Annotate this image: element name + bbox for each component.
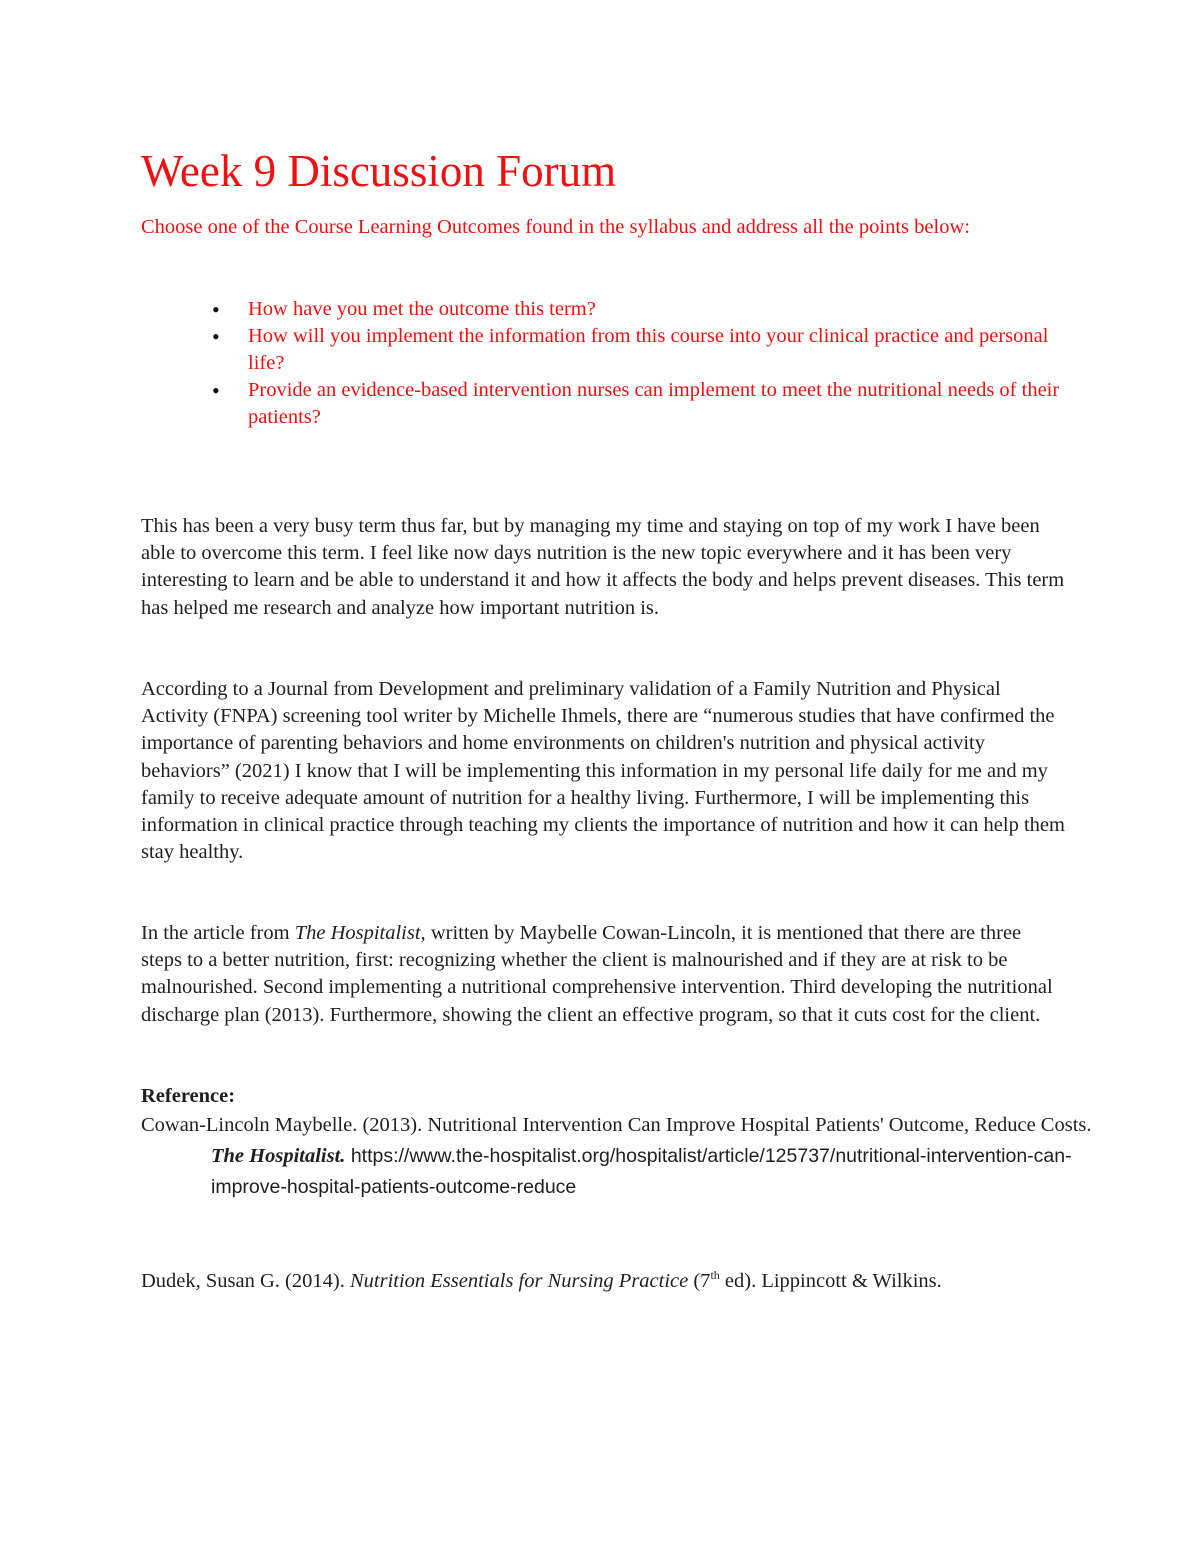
reference-publisher: ed). Lippincott & Wilkins.: [719, 1270, 942, 1292]
bullet-dot-icon: •: [212, 297, 220, 322]
bullet-dot-icon: •: [212, 324, 220, 349]
page-title: Week 9 Discussion Forum: [141, 146, 617, 196]
list-item: [141, 377, 1061, 431]
publication-title: The Hospitalist,: [294, 922, 426, 944]
reference-url: https://www.the-hospitalist.org/hospitalist/article/125737/nutritional-intervention-can-improve-hospital-patients-outcome-reduce: [211, 1145, 1072, 1198]
reference-entry-2: [141, 1266, 1111, 1297]
paragraph-text: written by Maybelle Cowan-Lincoln, it is mentioned that there are three steps to a better nutrition, first: recognizing whether the client is malnourished and if they are at risk to be malnourished. Second implementing a nutritional comprehensive intervention. Third developing the nutritional discharge plan (2013). Furthermore, showing the client an effective program, so that it cuts cost for the client.: [141, 922, 1053, 1026]
bullet-text: How will you implement the information from this course into your clinical practice and personal life?: [248, 325, 1049, 374]
reference-edition-suffix: th: [710, 1268, 720, 1283]
body-paragraph-1: This has been a very busy term thus far, but by managing my time and staying on top of my work I have been able to overcome this term. I feel like now days nutrition is the new topic everywhere and it has been very interesting to learn and be able to understand it and how it affects the body and helps prevent diseases. This term has helped me research and analyze how important nutrition is.: [141, 515, 1065, 619]
bullet-text: Provide an evidence-based intervention nurses can implement to meet the nutritional needs of their patients?: [248, 379, 1060, 428]
prompt-bullet-list: [141, 296, 1061, 431]
reference-entry-1: [141, 1110, 1111, 1203]
body-paragraph-3: [141, 920, 1066, 1029]
prompt-text: Choose one of the Course Learning Outcomes found in the syllabus and address all the points below:: [141, 216, 970, 238]
reference-edition: (7: [688, 1270, 711, 1292]
reference-authors: Dudek, Susan G. (2014).: [141, 1270, 350, 1292]
list-item: [141, 296, 1061, 323]
bullet-text: How have you met the outcome this term?: [248, 298, 596, 320]
reference-journal: The Hospitalist.: [211, 1145, 346, 1167]
reference-citation: Cowan-Lincoln Maybelle. (2013). Nutritional Intervention Can Improve Hospital Patients' Outcome, Reduce Costs.: [141, 1114, 1092, 1136]
reference-book-title: Nutrition Essentials for Nursing Practice: [349, 1270, 689, 1292]
list-item: [141, 323, 1061, 377]
paragraph-text: In the article from: [141, 922, 295, 944]
bullet-dot-icon: •: [212, 378, 220, 403]
reference-heading: Reference:: [141, 1085, 236, 1107]
body-paragraph-2: According to a Journal from Development and preliminary validation of a Family Nutrition and Physical Activity (FNPA) screening tool writer by Michelle Ihmels, there are “numerous studies that have confirmed the importance of parenting behaviors and home environments on children's nutrition and physical activity behaviors” (2021) I know that I will be implementing this information in my personal life daily for me and my family to receive adequate amount of nutrition for a healthy living. Furthermore, I will be implementing this information in clinical practice through teaching my clients the importance of nutrition and how it can help them stay healthy.: [141, 678, 1065, 864]
